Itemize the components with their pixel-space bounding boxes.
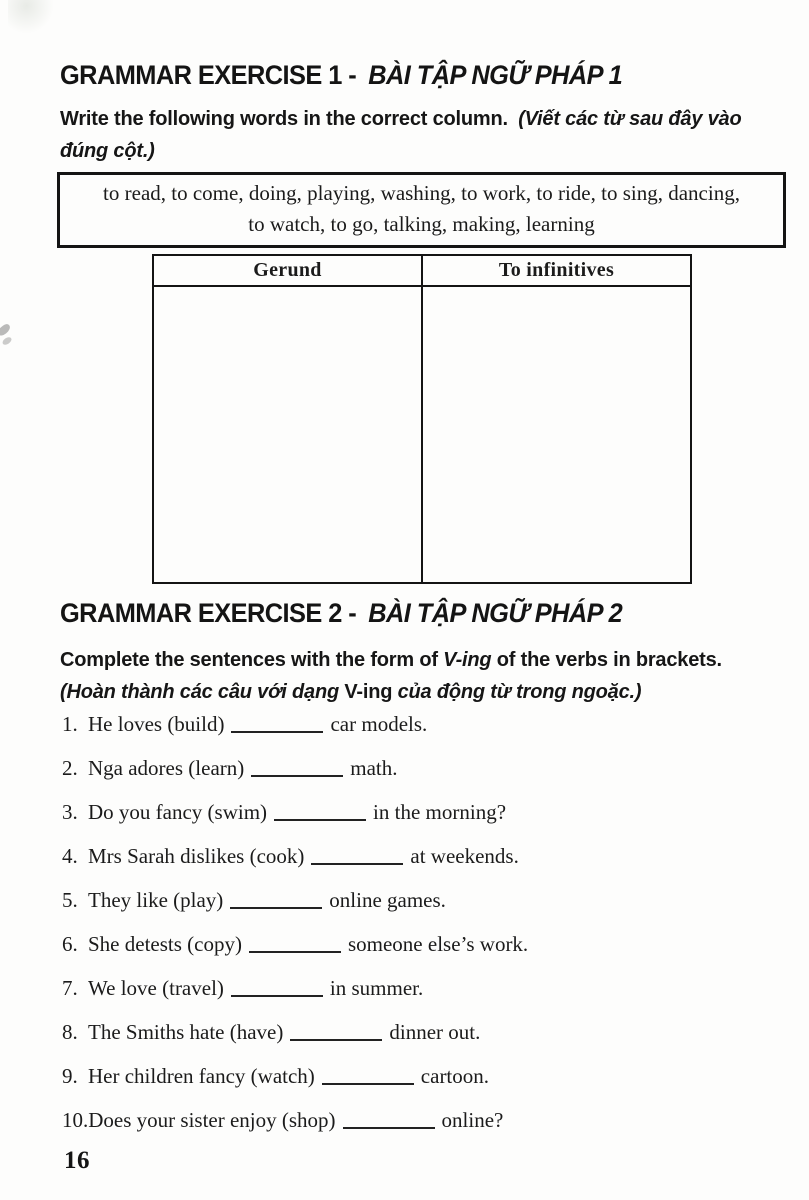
item-text-after: online? [441, 1108, 504, 1132]
item-text-before: She detests (copy) [88, 932, 242, 956]
exercise2-sentence-list [62, 711, 762, 1151]
exercise1-heading-vietnamese: BÀI TẬP NGỮ PHÁP 1 [368, 60, 623, 90]
sentence-item [62, 1107, 762, 1134]
exercise1-instruction [60, 103, 790, 167]
item-text-after: in the morning? [373, 800, 507, 824]
exercise2-heading [60, 598, 622, 629]
answer-blank-line [311, 849, 403, 865]
answer-blank-line [231, 981, 323, 997]
item-text-before: Mrs Sarah dislikes (cook) [88, 844, 305, 868]
answer-blank-line [249, 937, 341, 953]
exercise1-instruction-english: Write the following words in the correct column. [60, 108, 508, 130]
exercise1-heading [60, 60, 622, 91]
sentence-item [62, 887, 762, 914]
item-text-after: math. [350, 756, 398, 780]
sentence-item [62, 1019, 762, 1046]
exercise2-instruction-vietnamese-post: của động từ trong ngoặc.) [397, 681, 642, 703]
table-cell-gerund-answers [154, 287, 423, 582]
sentence-item [62, 711, 762, 738]
exercise2-instruction [60, 644, 790, 708]
table-header-to-infinitives: To infinitives [498, 259, 615, 281]
item-text-after: in summer. [329, 976, 424, 1000]
sentence-item [62, 843, 762, 870]
item-number: 2. [62, 756, 78, 780]
item-text-after: online games. [329, 888, 446, 912]
item-number: 5. [62, 888, 78, 912]
exercise2-instruction-vietnamese-pre: (Hoàn thành các câu với dạng [60, 681, 339, 703]
item-number: 8. [62, 1020, 78, 1044]
item-number: 7. [62, 976, 78, 1000]
answer-blank-line [231, 717, 323, 733]
item-number: 10. [62, 1108, 89, 1132]
exercise2-heading-english: GRAMMAR EXERCISE 2 - [60, 598, 357, 628]
exercise2-heading-vietnamese: BÀI TẬP NGỮ PHÁP 2 [368, 598, 623, 628]
item-number: 4. [62, 844, 78, 868]
answer-blank-line [251, 761, 343, 777]
item-text-before: The Smiths hate (have) [88, 1020, 284, 1044]
item-number: 9. [62, 1064, 78, 1088]
sentence-item [62, 799, 762, 826]
item-text-before: Her children fancy (watch) [88, 1064, 315, 1088]
exercise2-instruction-english-post: of the verbs in brackets. [496, 649, 722, 671]
exercise2-instruction-ving-term-vi: V-ing [344, 681, 393, 703]
item-text-after: cartoon. [420, 1064, 490, 1088]
word-bank-line1: to read, to come, doing, playing, washing, to work, to ride, to sing, dancing, [103, 181, 740, 205]
answer-blank-line [274, 805, 366, 821]
scan-artifact-mark [0, 323, 12, 338]
table-cell-to-infinitives-answers [423, 287, 690, 582]
exercise1-instruction-vietnamese-line1: (Viết các từ sau đây vào [518, 108, 742, 130]
exercise2-instruction-ving-term: V-ing [443, 649, 492, 671]
sentence-item [62, 975, 762, 1002]
item-text-before: They like (play) [88, 888, 224, 912]
sentence-item [62, 1063, 762, 1090]
item-number: 1. [62, 712, 78, 736]
table-body-row [154, 287, 690, 582]
item-text-after: someone else’s work. [347, 932, 529, 956]
sentence-item [62, 755, 762, 782]
sentence-item [62, 931, 762, 958]
exercise1-instruction-vietnamese-line2: đúng cột.) [60, 140, 155, 162]
item-text-before: Does your sister enjoy (shop) [88, 1108, 336, 1132]
exercise1-heading-english: GRAMMAR EXERCISE 1 - [60, 60, 357, 90]
word-bank-line2: to watch, to go, talking, making, learning [248, 212, 595, 236]
item-number: 3. [62, 800, 78, 824]
classification-table [152, 254, 692, 584]
item-text-before: He loves (build) [88, 712, 225, 736]
item-text-after: car models. [330, 712, 428, 736]
exercise2-instruction-english-pre: Complete the sentences with the form of [60, 649, 438, 671]
answer-blank-line [322, 1069, 414, 1085]
item-text-after: dinner out. [389, 1020, 481, 1044]
table-header-gerund: Gerund [154, 256, 423, 285]
answer-blank-line [230, 893, 322, 909]
page-number: 16 [64, 1147, 90, 1174]
item-text-before: Nga adores (learn) [88, 756, 245, 780]
table-header-row [154, 256, 690, 287]
answer-blank-line [343, 1113, 435, 1129]
item-number: 6. [62, 932, 78, 956]
answer-blank-line [290, 1025, 382, 1041]
item-text-before: Do you fancy (swim) [88, 800, 268, 824]
scan-smudge [8, 0, 54, 34]
scan-artifact-mark [1, 336, 13, 347]
word-bank-box [57, 172, 786, 248]
item-text-after: at weekends. [410, 844, 519, 868]
item-text-before: We love (travel) [88, 976, 224, 1000]
